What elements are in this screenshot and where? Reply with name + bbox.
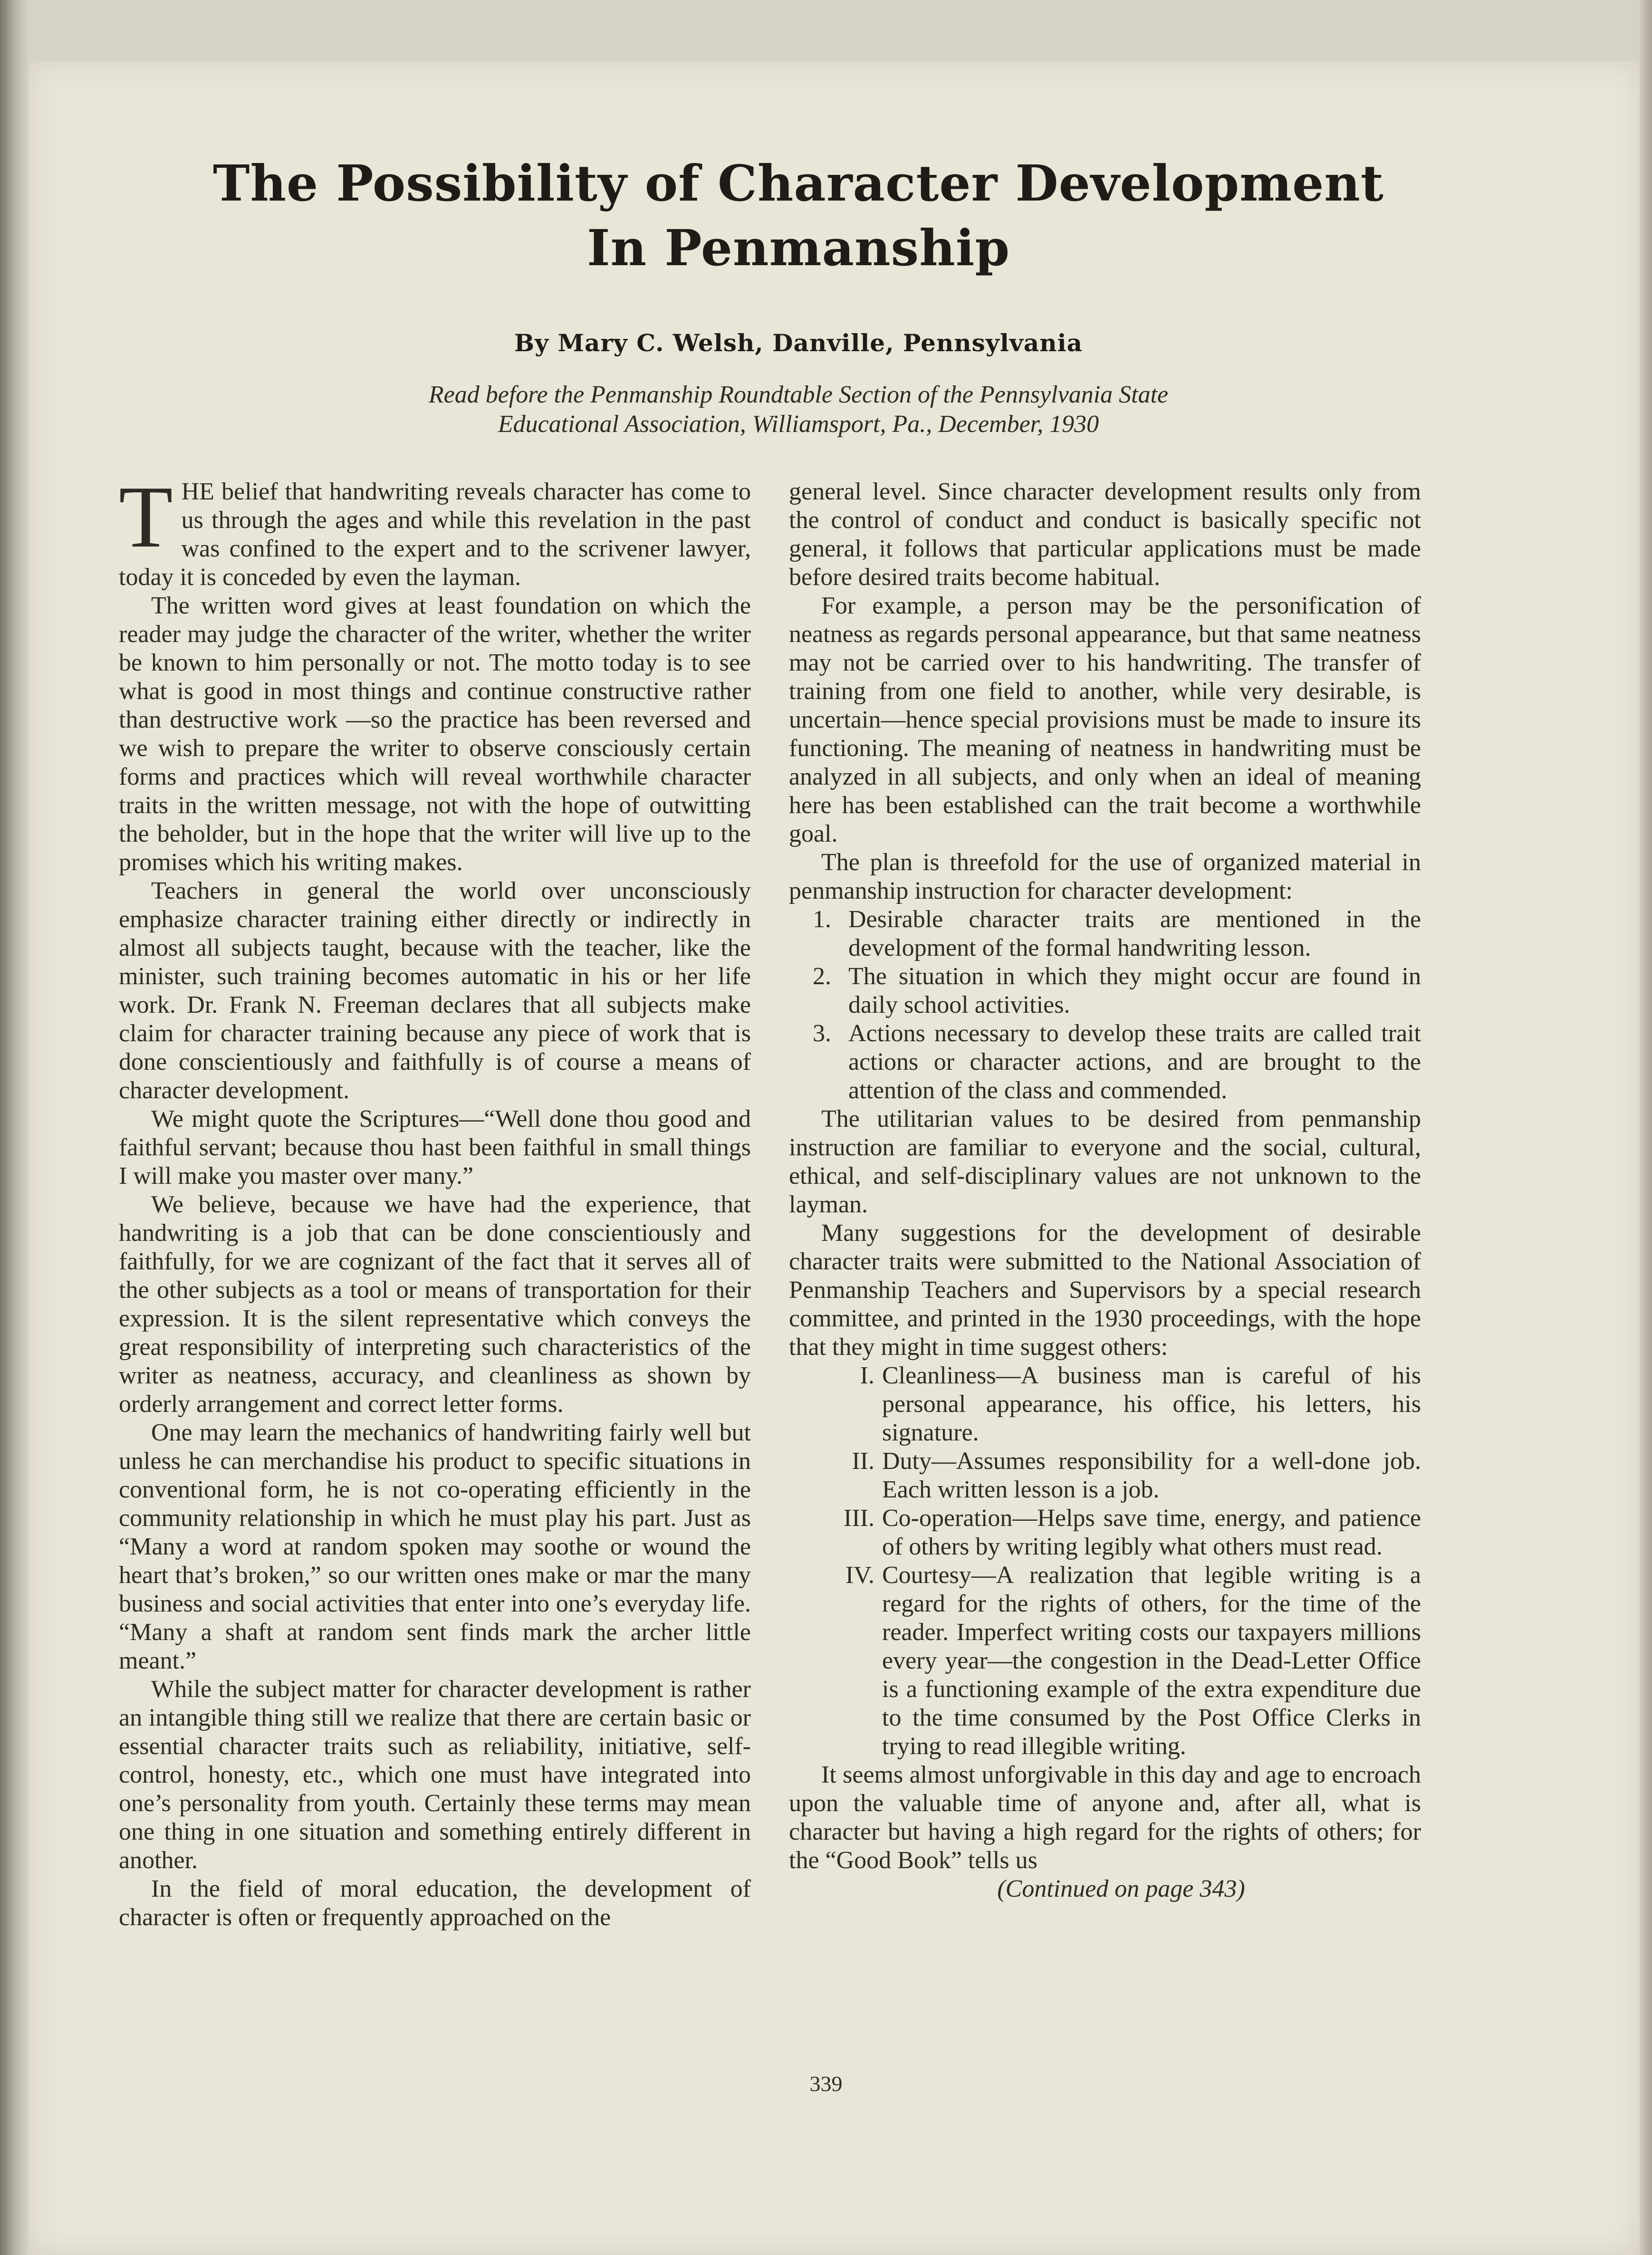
- paragraph-9: general level. Since character development results only from the control of conduct and conduct is basically specific not general, it follows that particular applications must be made before desired traits become habitual.: [789, 478, 1421, 591]
- paragraph-12: The utilitarian values to be desired from penmanship instruction are familiar to everyone and the social, cultural, ethical, and self-disciplinary values are not unknown to the layman.: [789, 1105, 1421, 1218]
- paragraph-3: Teachers in general the world over unconsciously emphasize character training either directly or indirectly in almost all subjects taught, because with the teacher, like the minister, such training becomes automatic in his or her life work. Dr. Frank N. Freeman declares that all subjects make claim for character training because any piece of work that is done conscientiously and faithfully is of course a means of character development.: [119, 877, 751, 1104]
- list-item: [789, 1561, 1421, 1761]
- title-line-2: In Penmanship: [586, 219, 1010, 277]
- list-text: The situation in which they might occur are found in daily school activities.: [848, 963, 1421, 1018]
- note-line-1: Read before the Penmanship Roundtable Section of the Pennsylvania State: [428, 381, 1169, 408]
- plan-list: [789, 905, 1421, 1105]
- list-number: 2.: [813, 963, 831, 990]
- list-number: I.: [860, 1362, 874, 1389]
- continued-note: (Continued on page 343): [997, 1875, 1245, 1902]
- paragraph-1-text: HE belief that handwriting reveals character has come to us through the ages and while this revelation in the past was confined to the expert and to the scrivener lawyer, today it is conceded by even the layman.: [119, 478, 751, 591]
- author-byline: By Mary C. Welsh, Danville, Pennsylvania: [514, 329, 1083, 357]
- traits-list: [789, 1362, 1421, 1761]
- list-item: [789, 905, 1421, 962]
- list-item: [789, 1504, 1421, 1561]
- list-item: [789, 1362, 1421, 1447]
- paragraph-10: For example, a person may be the personification of neatness as regards personal appearance, but that same neatness may not be carried over to his handwriting. The transfer of training from one field to another, while very desirable, is uncertain—hence special provisions must be made to insure its functioning. The meaning of neatness in handwriting must be analyzed in all subjects, and only when an ideal of meaning here has been established can the trait become a worthwhile goal.: [789, 592, 1421, 847]
- paragraph-7: While the subject matter for character development is rather an intangible thing still we realize that there are certain basic or essential character traits such as reliability, initiative, self-control, honesty, etc., which one must have integrated into one’s personality from youth. Certainly these terms may mean one thing in one situation and something entirely different in another.: [119, 1676, 751, 1874]
- paragraph-5: We believe, because we have had the experience, that handwriting is a job that can be done conscientiously and faithfully, for we are cognizant of the fact that it serves all of the other subjects as a tool or means of transportation for their expression. It is the silent representative which conveys the great responsibility of interpreting such characteristics of the writer as neatness, accuracy, and cleanliness as shown by orderly arrangement and correct letter forms.: [119, 1191, 751, 1418]
- page-edge: [1640, 0, 1652, 2255]
- list-number: IV.: [845, 1562, 874, 1589]
- list-text: Co-operation—Helps save time, energy, and patience of others by writing legibly what others must read.: [882, 1505, 1421, 1560]
- paragraph-13: Many suggestions for the development of desirable character traits were submitted to the National Association of Penmanship Teachers and Supervisors by a special research committee, and printed in the 1930 proceedings, with the hope that they might in time suggest others:: [789, 1219, 1421, 1361]
- list-item: [789, 1447, 1421, 1504]
- presentation-note: [171, 380, 1426, 439]
- paragraph-11: The plan is threefold for the use of organized material in penmanship instruction for character development:: [789, 849, 1421, 904]
- page-number: 339: [809, 2072, 843, 2096]
- paragraph-8: In the field of moral education, the development of character is often or frequently approached on the: [119, 1875, 751, 1931]
- list-number: II.: [852, 1448, 874, 1475]
- list-text: Courtesy—A realization that legible writing is a regard for the rights of others, for the time of the reader. Imperfect writing costs our taxpayers millions every year—the congestion in the Dead-Letter Office is a functioning example of the extra expenditure due to the time consumed by the Post Office Clerks in trying to read illegible writing.: [882, 1562, 1421, 1760]
- paragraph-2: The written word gives at least foundation on which the reader may judge the character of the writer, whether the writer be known to him personally or not. The motto today is to see what is good in most things and continue constructive rather than destructive work —so the practice has been reversed and we wish to prepare the writer to observe consciously certain forms and practices which will reveal worthwhile character traits in the written message, not with the hope of outwitting the beholder, but in the hope that the writer will live up to the promises which his writing makes.: [119, 592, 751, 876]
- article-title: [114, 151, 1483, 280]
- right-column: [789, 478, 1421, 1903]
- list-number: 3.: [813, 1020, 831, 1047]
- left-column: [119, 468, 751, 1932]
- list-number: III.: [844, 1505, 874, 1532]
- list-item: [789, 962, 1421, 1019]
- list-text: Cleanliness—A business man is careful of his personal appearance, his office, his letters, his signature.: [882, 1362, 1421, 1446]
- list-text: Duty—Assumes responsibility for a well-done job. Each written lesson is a job.: [882, 1448, 1421, 1503]
- list-item: [789, 1019, 1421, 1105]
- paragraph-6: One may learn the mechanics of handwriting fairly well but unless he can merchandise his product to specific situations in conventional form, he is not co-operating efficiently in the community relationship in which he must play his part. Just as “Many a word at random spoken may soothe or wound the heart that’s broken,” so our written ones make or mar the many business and social activities that enter into one’s everyday life. “Many a shaft at random sent finds mark the archer little meant.”: [119, 1419, 751, 1674]
- paragraph-14: It seems almost unforgivable in this day and age to encroach upon the valuable time of anyone and, after all, what is character but having a high regard for the rights of others; for the “Good Book” tells us: [789, 1761, 1421, 1874]
- book-spine-shadow: [0, 0, 29, 2255]
- note-line-2: Educational Association, Williamsport, Pa., December, 1930: [498, 411, 1099, 438]
- list-text: Actions necessary to develop these traits are called trait actions or character actions, and are brought to the attention of the class and commended.: [848, 1020, 1421, 1104]
- paragraph-1: [119, 468, 751, 592]
- drop-cap: T: [119, 468, 173, 566]
- list-text: Desirable character traits are mentioned in the development of the formal handwriting lesson.: [848, 906, 1421, 961]
- list-number: 1.: [813, 906, 831, 933]
- paragraph-4: We might quote the Scriptures—“Well done thou good and faithful servant; because thou hast been faithful in small things I will make you master over many.”: [119, 1105, 751, 1190]
- title-line-1: The Possibility of Character Development: [213, 154, 1384, 212]
